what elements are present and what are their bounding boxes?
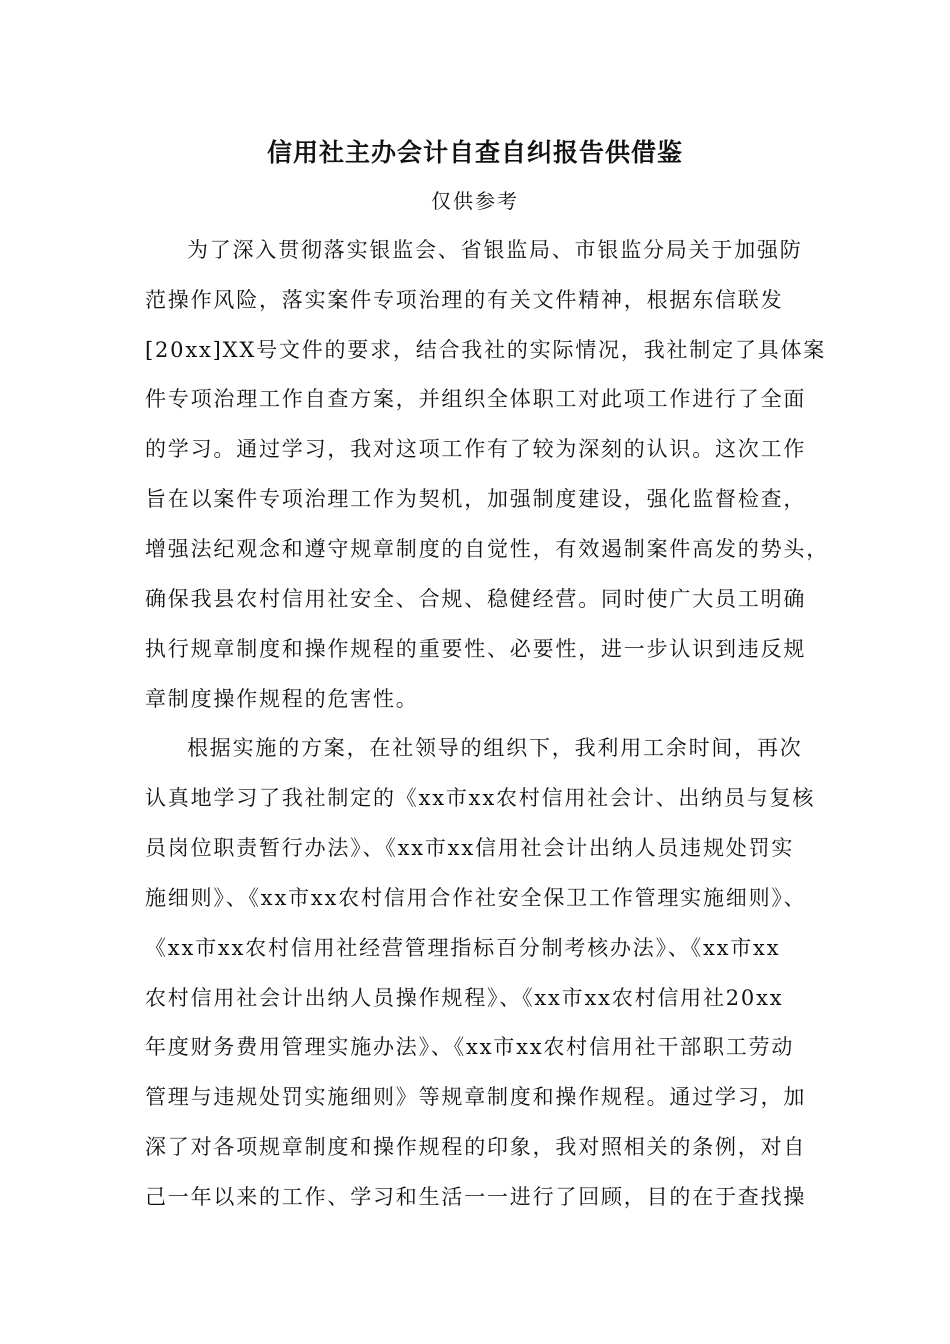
paragraph-2-line: 管理与违规处罚实施细则》等规章制度和操作规程。通过学习，加 (145, 1085, 807, 1109)
paragraph-1-line: [20xx]XX号文件的要求，结合我社的实际情况，我社制定了具体案 (145, 338, 827, 362)
paragraph-2-line: 根据实施的方案，在社领导的组织下，我利用工余时间，再次 (187, 736, 803, 760)
paragraph-1-line: 执行规章制度和操作规程的重要性、必要性，进一步认识到违反规 (145, 637, 807, 661)
paragraph-2-line: 认真地学习了我社制定的《xx市xx农村信用社会计、出纳员与复核 (145, 786, 816, 810)
paragraph-2-line: 深了对各项规章制度和操作规程的印象，我对照相关的条例，对自 (145, 1135, 807, 1159)
paragraph-1-line: 章制度操作规程的危害性。 (145, 687, 419, 711)
paragraph-2-line: 施细则》、《xx市xx农村信用合作社安全保卫工作管理实施细则》、 (145, 886, 807, 910)
document-subtitle: 仅供参考 (431, 189, 519, 213)
paragraph-2-line: 农村信用社会计出纳人员操作规程》、《xx市xx农村信用社20xx (145, 986, 784, 1010)
paragraph-2-line: 《xx市xx农村信用社经营管理指标百分制考核办法》、《xx市xx (145, 936, 781, 960)
paragraph-1-line: 件专项治理工作自查方案，并组织全体职工对此项工作进行了全面 (145, 387, 807, 411)
paragraph-2-line: 己一年以来的工作、学习和生活一一进行了回顾，目的在于查找操 (145, 1185, 807, 1209)
paragraph-2-line: 年度财务费用管理实施办法》、《xx市xx农村信用社干部职工劳动 (145, 1035, 795, 1059)
paragraph-1-line: 范操作风险，落实案件专项治理的有关文件精神，根据东信联发 (145, 288, 784, 312)
paragraph-1-line: 旨在以案件专项治理工作为契机，加强制度建设，强化监督检查， (145, 487, 807, 511)
paragraph-1-line: 确保我县农村信用社安全、合规、稳健经营。同时使广大员工明确 (145, 587, 807, 611)
document-title: 信用社主办会计自查自纠报告供借鉴 (266, 138, 683, 167)
paragraph-1-line: 增强法纪观念和遵守规章制度的自觉性，有效遏制案件高发的势头， (145, 537, 829, 561)
paragraph-1-line: 为了深入贯彻落实银监会、省银监局、市银监分局关于加强防 (187, 238, 803, 262)
paragraph-2-line: 员岗位职责暂行办法》、《xx市xx信用社会计出纳人员违规处罚实 (145, 836, 795, 860)
paragraph-1-line: 的学习。通过学习，我对这项工作有了较为深刻的认识。这次工作 (145, 437, 807, 461)
